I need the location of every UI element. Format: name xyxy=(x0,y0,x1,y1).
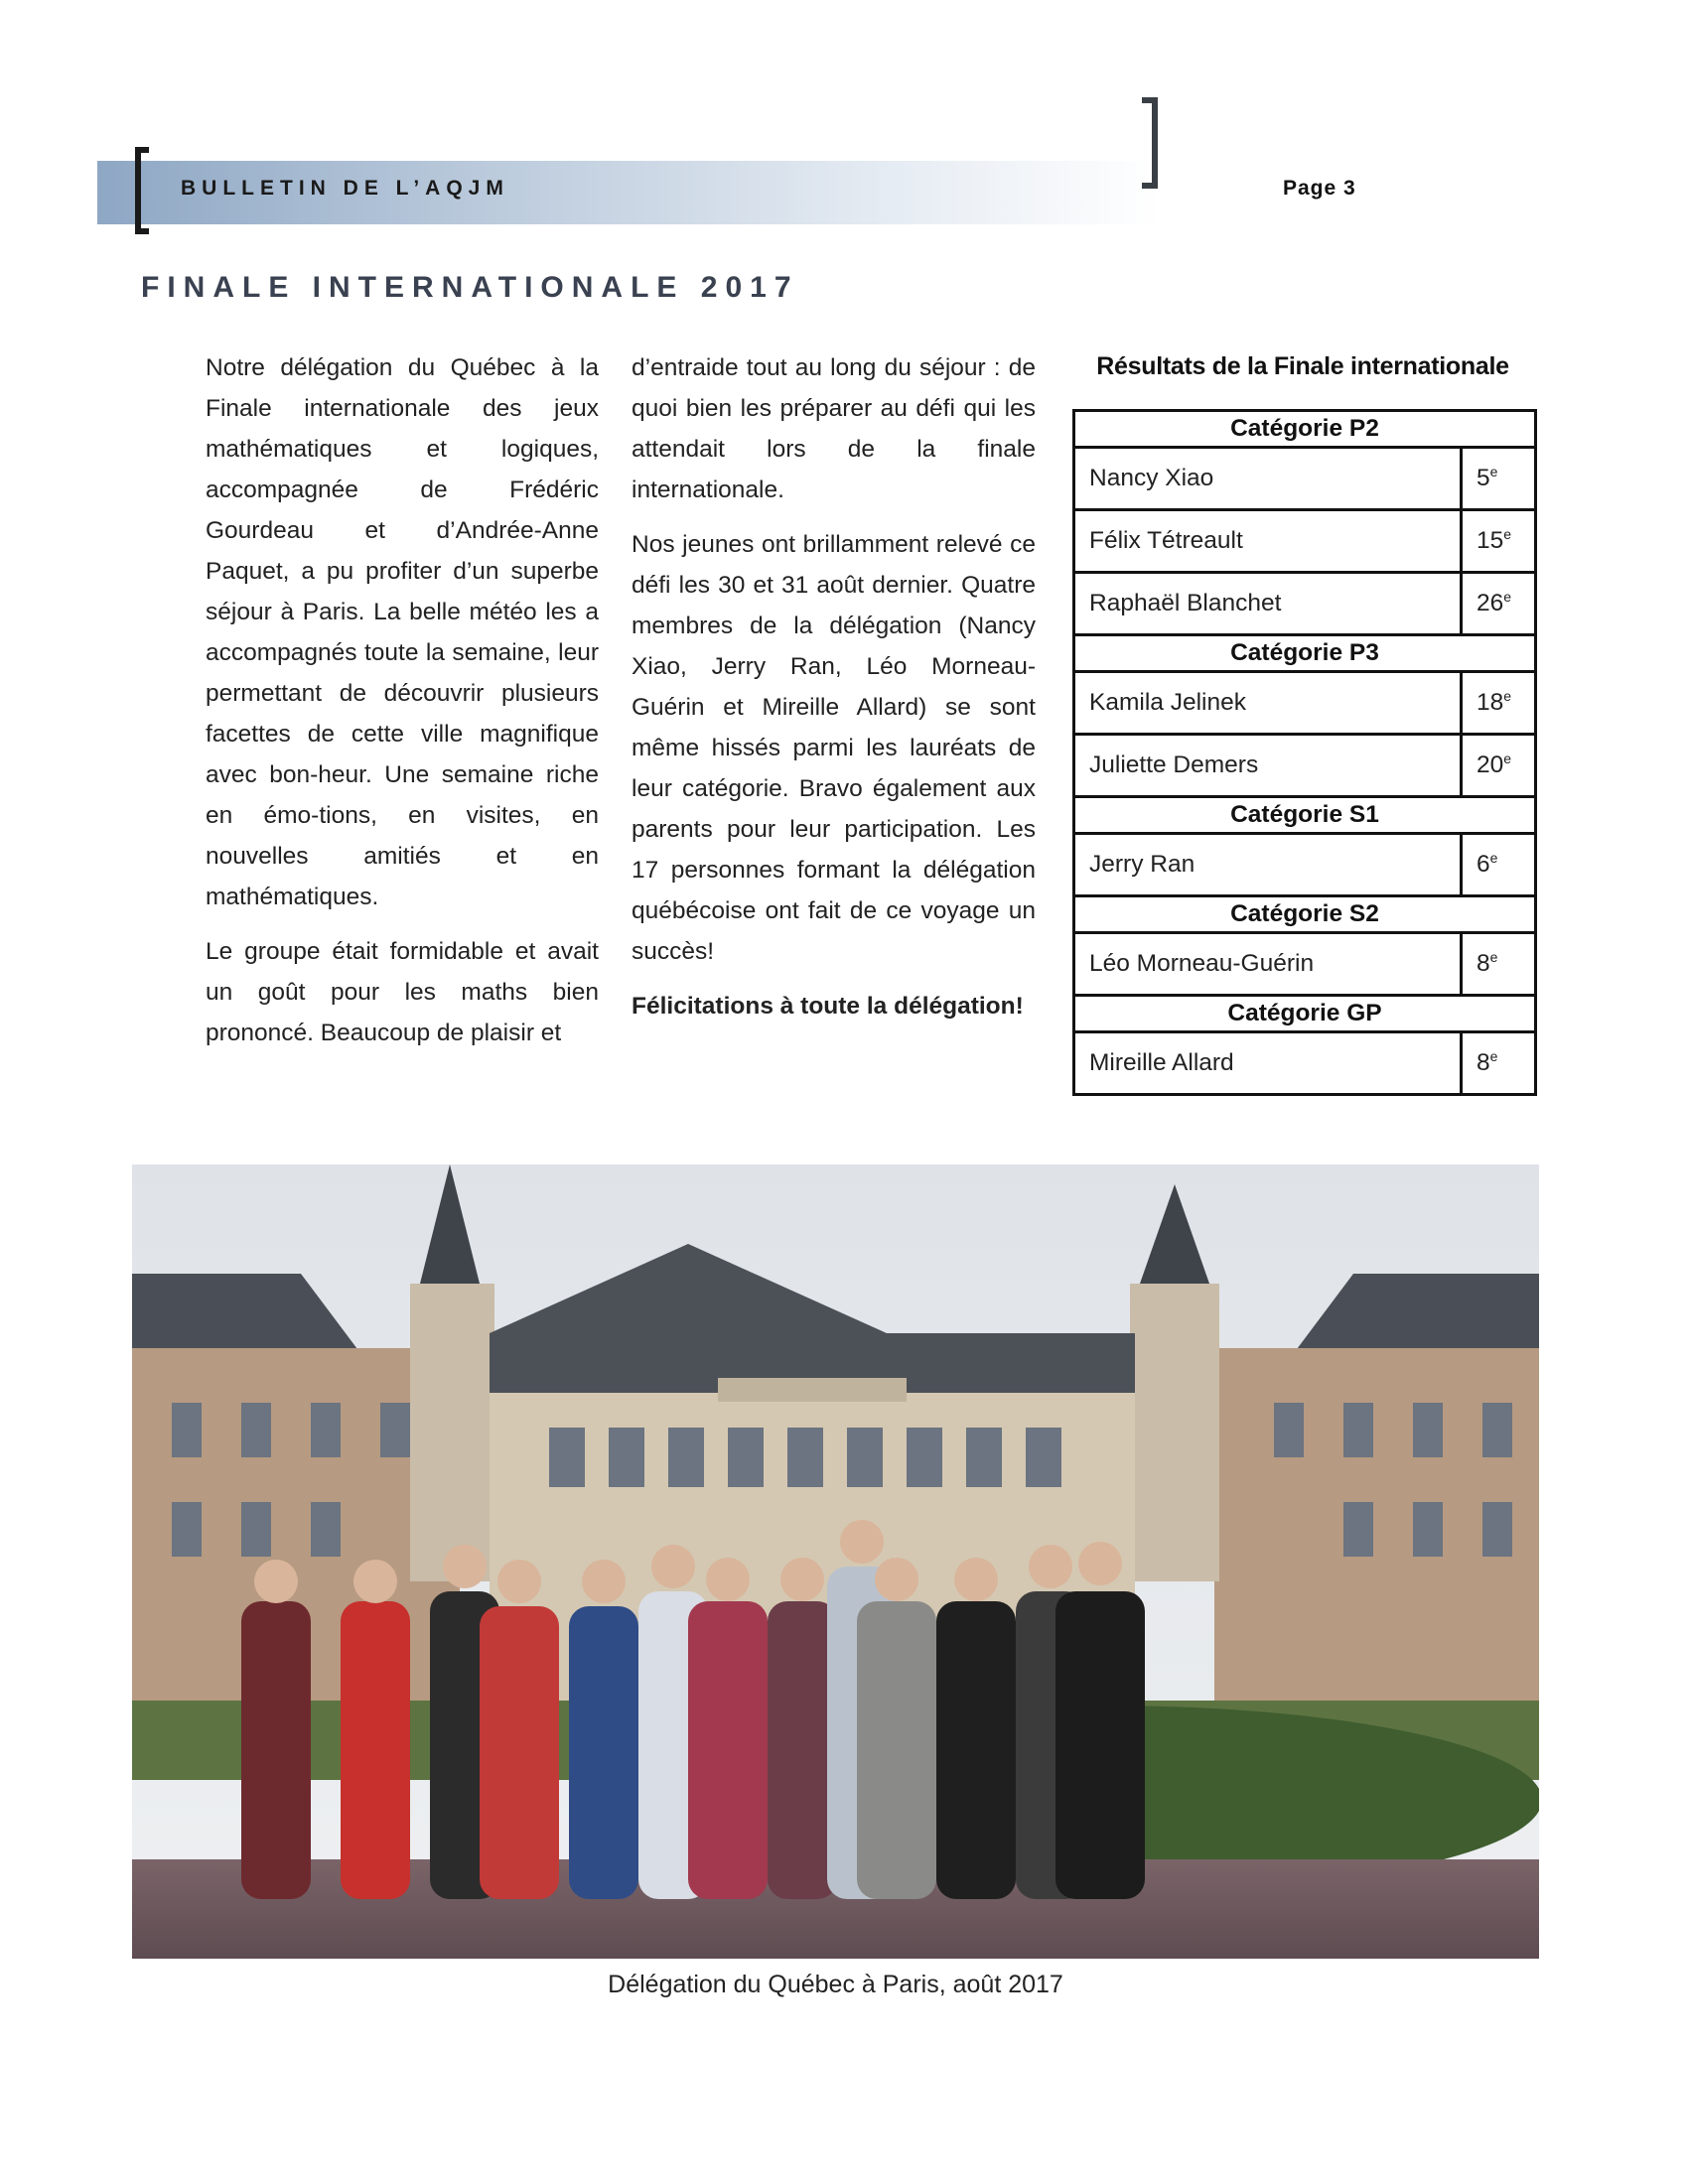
paragraph: Le groupe était formidable et avait un goût pour les maths bien prononcé. Beaucoup de plaisir et xyxy=(206,938,599,1046)
rank-suffix: e xyxy=(1489,1048,1498,1065)
category-header-row xyxy=(1074,996,1536,1032)
rank-suffix: e xyxy=(1489,464,1498,480)
participant-name: Juliette Demers xyxy=(1074,735,1462,797)
category-header-row xyxy=(1074,635,1536,672)
rank-suffix: e xyxy=(1503,589,1512,606)
rank-number: 8 xyxy=(1477,950,1490,978)
table-row xyxy=(1074,1032,1536,1095)
participant-rank xyxy=(1462,834,1536,896)
rank-number: 15 xyxy=(1477,527,1504,555)
category-header-row xyxy=(1074,896,1536,933)
rank-number: 6 xyxy=(1477,851,1490,879)
participant-name: Jerry Ran xyxy=(1074,834,1462,896)
delegation-photo xyxy=(132,1164,1539,1959)
results-table xyxy=(1072,409,1537,1096)
participant-rank xyxy=(1462,448,1536,510)
category-header: Catégorie P3 xyxy=(1074,635,1536,672)
rank-number: 8 xyxy=(1477,1049,1490,1077)
participant-name: Kamila Jelinek xyxy=(1074,672,1462,735)
table-row xyxy=(1074,573,1536,635)
table-row xyxy=(1074,933,1536,996)
category-header: Catégorie S1 xyxy=(1074,797,1536,834)
table-row xyxy=(1074,448,1536,510)
paragraph: Notre délégation du Québec à la Finale internationale des jeux mathématiques et logiques, accompagnée de Frédéric Gourdeau et d’Andrée-Anne Paquet, a pu profiter d’un superbe séjour à Paris. La belle météo les a accompagnés toute la semaine, leur permettant de découvrir plusieurs facettes de cette ville magnifique avec bon-heur. Une semaine riche en émo-tions, en visites, en nouvelles amitiés et en mathématiques. xyxy=(206,354,599,910)
participant-rank xyxy=(1462,510,1536,573)
participant-name: Léo Morneau-Guérin xyxy=(1074,933,1462,996)
rank-suffix: e xyxy=(1503,526,1512,543)
rank-suffix: e xyxy=(1489,949,1498,966)
article-column-1 xyxy=(206,347,599,1067)
paragraph: d’entraide tout au long du séjour : de quoi bien les préparer au défi qui les attendait lors de la finale internationale. xyxy=(632,354,1036,503)
participant-name: Raphaël Blanchet xyxy=(1074,573,1462,635)
category-header: Catégorie S2 xyxy=(1074,896,1536,933)
paragraph: Nos jeunes ont brillamment relevé ce défi les 30 et 31 août dernier. Quatre membres de la délégation (Nancy Xiao, Jerry Ran, Léo Morneau-Guérin et Mireille Allard) se sont même hissés parmi les lauréats de leur catégorie. Bravo également aux parents pour leur participation. Les 17 personnes formant la délégation québécoise ont fait de ce voyage un succès! xyxy=(632,531,1036,965)
rank-suffix: e xyxy=(1503,688,1512,705)
table-row xyxy=(1074,834,1536,896)
left-bracket-decoration xyxy=(135,147,149,234)
table-row xyxy=(1074,672,1536,735)
participant-name: Félix Tétreault xyxy=(1074,510,1462,573)
photo-caption: Délégation du Québec à Paris, août 2017 xyxy=(608,1971,1063,1998)
rank-suffix: e xyxy=(1489,850,1498,867)
participant-rank xyxy=(1462,735,1536,797)
section-title: FINALE INTERNATIONALE 2017 xyxy=(141,271,799,304)
rank-number: 26 xyxy=(1477,590,1504,617)
page-number: Page 3 xyxy=(1283,177,1356,200)
participant-rank xyxy=(1462,933,1536,996)
participant-name: Nancy Xiao xyxy=(1074,448,1462,510)
participant-rank xyxy=(1462,573,1536,635)
table-row xyxy=(1074,510,1536,573)
results-title: Résultats de la Finale internationale xyxy=(1096,352,1509,380)
congratulations-text: Félicitations à toute la délégation! xyxy=(632,993,1024,1020)
right-bracket-decoration xyxy=(1142,97,1158,189)
rank-number: 20 xyxy=(1477,751,1504,779)
participant-rank xyxy=(1462,1032,1536,1095)
category-header-row xyxy=(1074,797,1536,834)
table-row xyxy=(1074,735,1536,797)
rank-number: 18 xyxy=(1477,689,1504,717)
bulletin-title: BULLETIN DE L’AQJM xyxy=(181,177,509,200)
category-header: Catégorie GP xyxy=(1074,996,1536,1032)
category-header: Catégorie P2 xyxy=(1074,411,1536,448)
article-column-2 xyxy=(632,347,1036,1040)
rank-suffix: e xyxy=(1503,751,1512,767)
participant-rank xyxy=(1462,672,1536,735)
participant-name: Mireille Allard xyxy=(1074,1032,1462,1095)
category-header-row xyxy=(1074,411,1536,448)
rank-number: 5 xyxy=(1477,465,1490,492)
